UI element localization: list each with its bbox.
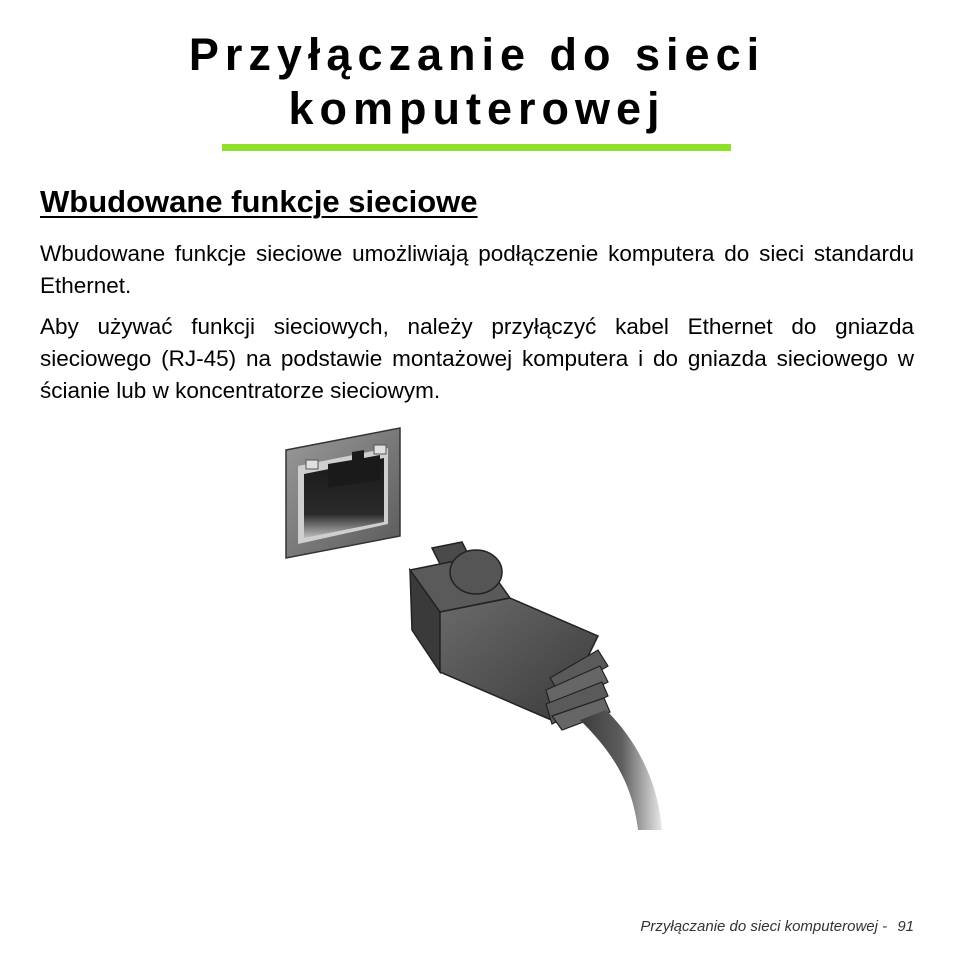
paragraph-1: Wbudowane funkcje sieciowe umożliwiają podłączenie komputera do sieci standardu Ethernet. xyxy=(40,241,914,298)
page-title-line-2: komputerowej xyxy=(288,83,666,134)
page-title-line-1: Przyłączanie do sieci xyxy=(188,29,766,80)
ethernet-illustration xyxy=(280,420,680,840)
ethernet-plug-icon xyxy=(410,542,662,830)
page-footer xyxy=(640,918,914,935)
rj45-port-icon xyxy=(286,428,400,558)
paragraph-2: Aby używać funkcji sieciowych, należy przyłączyć kabel Ethernet do gniazda sieciowego (RJ-45) na podstawie montażowej komputera i do gniazda sieciowego w ścianie lub w koncentratorze sieciowym. xyxy=(40,314,914,403)
section-heading: Wbudowane funkcje sieciowe xyxy=(40,184,478,219)
footer-running-title: Przyłączanie do sieci komputerowej - xyxy=(640,918,888,935)
title-underline-rule xyxy=(222,144,731,151)
page-title xyxy=(0,28,954,136)
page-number: 91 xyxy=(897,918,914,935)
